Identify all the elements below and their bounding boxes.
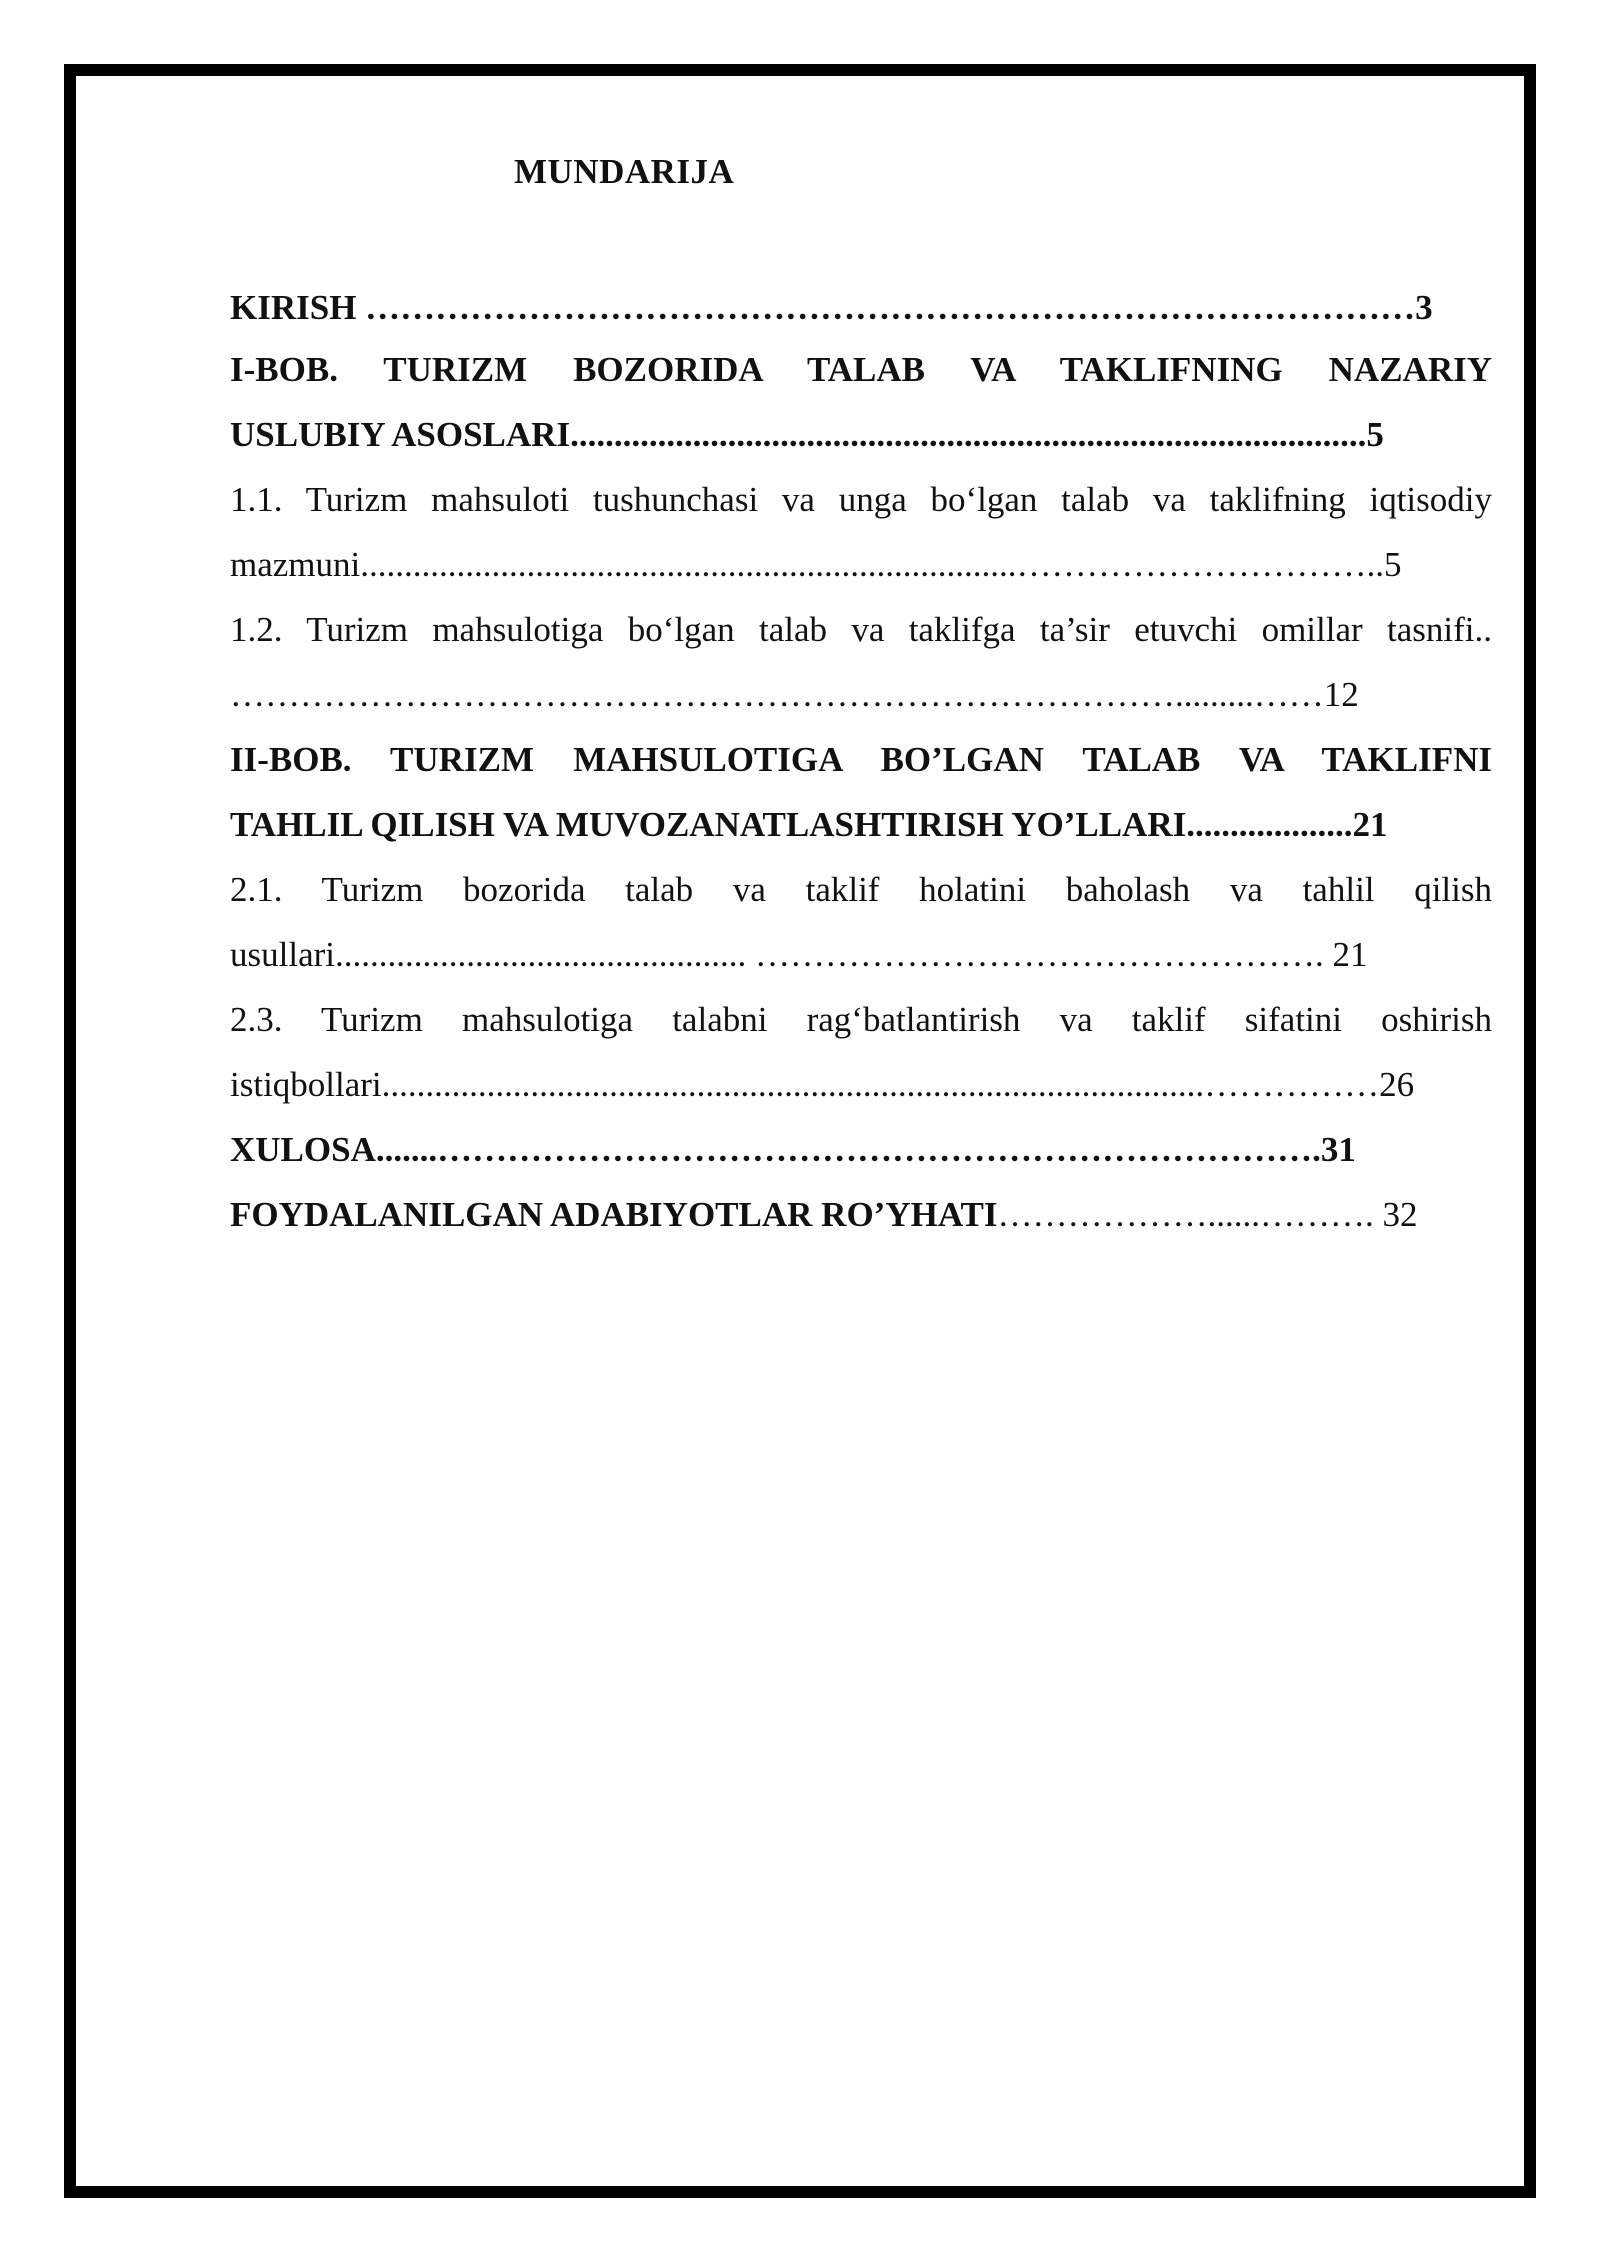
toc-entry-references xyxy=(230,1193,1492,1237)
toc-text: 1.2. Turizm mahsulotiga bo‘lgan talab va taklifga ta’sir etuvchi omillar tasnifi.. xyxy=(230,610,1492,649)
toc-text: 2.3. Turizm mahsulotiga talabni rag‘batlantirish va taklif sifatini oshirish xyxy=(230,1000,1492,1039)
toc-text: TAHLIL QILISH VA MUVOZANATLASHTIRISH YO’LLARI...................21 xyxy=(230,805,1388,844)
toc-text: usullari............................................... …………………………………………. 21 xyxy=(230,935,1368,974)
toc-section-1-2-line-1 xyxy=(230,608,1492,652)
toc-entry-kirish xyxy=(230,286,1492,330)
toc-chapter-1-line-2 xyxy=(230,413,1492,457)
toc-text: II-BOB. TURIZM MAHSULOTIGA BO’LGAN TALAB VA TAKLIFNI xyxy=(230,740,1492,779)
toc-section-2-3-line-2 xyxy=(230,1063,1492,1107)
toc-text: I-BOB. TURIZM BOZORIDA TALAB VA TAKLIFNING NAZARIY xyxy=(230,350,1492,389)
toc-text: ……………………………………………………………………….........……12 xyxy=(230,675,1359,714)
toc-text: KIRISH ………………………………………………………………………………3 xyxy=(230,288,1433,327)
toc-text: XULOSA.......………………………………………………………………….31 xyxy=(230,1130,1356,1169)
toc-text: 2.1. Turizm bozorida talab va taklif holatini baholash va tahlil qilish xyxy=(230,870,1492,909)
toc-section-1-2-line-2 xyxy=(230,673,1492,717)
toc-text: FOYDALANILGAN ADABIYOTLAR RO’YHATI xyxy=(230,1195,998,1234)
toc-chapter-1-line-1 xyxy=(230,348,1492,392)
toc-page-number: ………………......………. 32 xyxy=(997,1195,1418,1234)
toc-chapter-2-line-1 xyxy=(230,738,1492,782)
toc-text: mazmuni...........................................................................…………………………..5 xyxy=(230,545,1402,584)
page-title: MUNDARIJA xyxy=(514,152,735,191)
toc-section-2-1-line-1 xyxy=(230,868,1492,912)
toc-section-2-1-line-2 xyxy=(230,933,1492,977)
toc-text: 1.1. Turizm mahsuloti tushunchasi va unga bo‘lgan talab va taklifning iqtisodiy xyxy=(230,480,1492,519)
toc-text: USLUBIY ASOSLARI...........................................................................................5 xyxy=(230,415,1384,454)
toc-section-2-3-line-1 xyxy=(230,998,1492,1042)
toc-chapter-2-line-2 xyxy=(230,803,1492,847)
toc-section-1-1-line-2 xyxy=(230,543,1492,587)
toc-entry-xulosa xyxy=(230,1128,1492,1172)
toc-section-1-1-line-1 xyxy=(230,478,1492,522)
toc-text: istiqbollari..............................................................................................……………26 xyxy=(230,1065,1415,1104)
